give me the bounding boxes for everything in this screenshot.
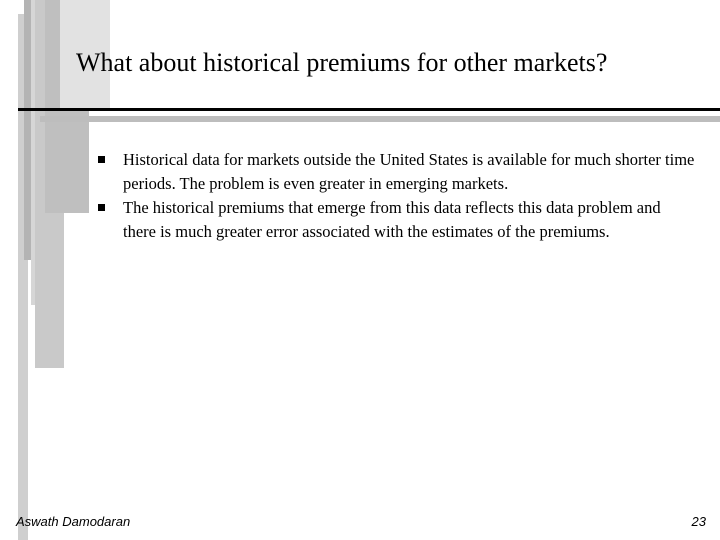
- bullet-text: Historical data for markets outside the United States is available for much shorter time periods. The problem is even greater in emerging markets.: [123, 150, 695, 193]
- title-divider-shadow: [40, 116, 720, 122]
- square-bullet-icon: [98, 156, 105, 163]
- bullet-item: [96, 196, 696, 244]
- square-bullet-icon: [98, 204, 105, 211]
- page-number: 23: [691, 514, 706, 529]
- title-divider: [18, 108, 720, 111]
- slide-title: What about historical premiums for other markets?: [76, 48, 608, 77]
- bullet-item: [96, 148, 696, 196]
- footer-author: Aswath Damodaran: [16, 514, 131, 529]
- bullet-text: The historical premiums that emerge from this data reflects this data problem and there is much greater error associated with the estimates of the premiums.: [123, 198, 661, 241]
- bullet-list: [96, 148, 696, 244]
